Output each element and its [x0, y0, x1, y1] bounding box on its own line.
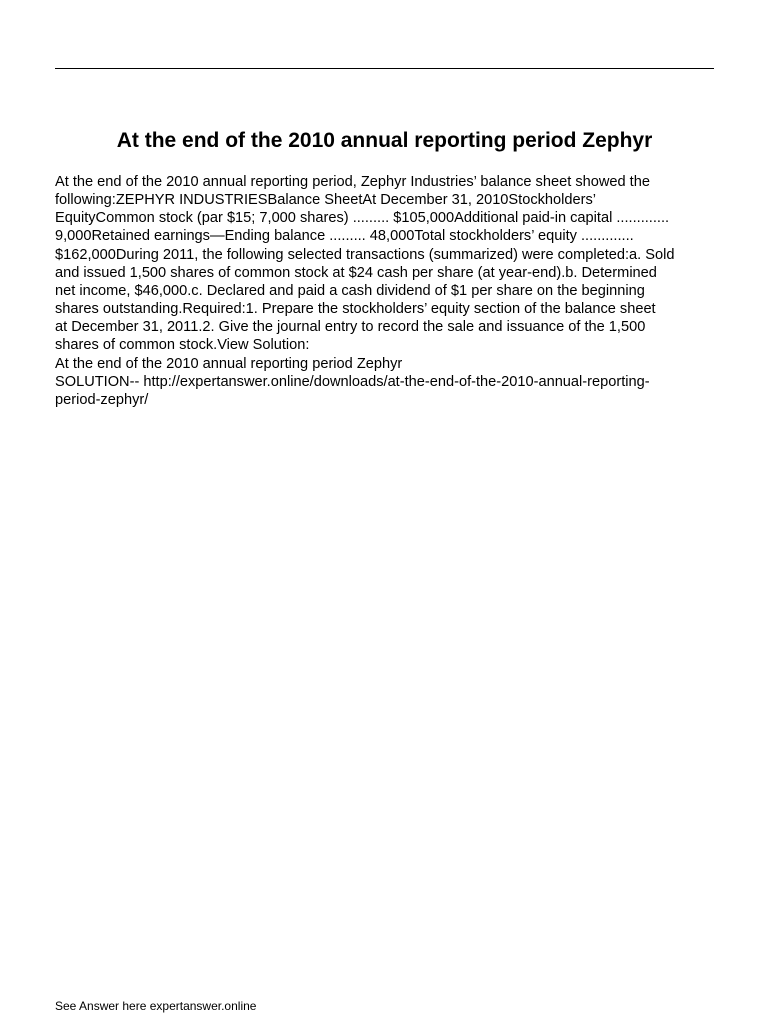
footer-text: See Answer here expertanswer.online	[55, 999, 257, 1013]
solution-title-line: At the end of the 2010 annual reporting period Zephyr	[55, 355, 403, 372]
solution-link-line[interactable]: SOLUTION-- http://expertanswer.online/downloads/at-the-end-of-the-2010-annual-reporting-	[55, 373, 650, 390]
body-line: $162,000During 2011, the following selected transactions (summarized) were completed:a. Sold	[55, 246, 675, 263]
body-line: At the end of the 2010 annual reporting period, Zephyr Industries’ balance sheet showed the	[55, 174, 650, 190]
solution-link-line[interactable]: period-zephyr/	[55, 391, 149, 408]
body-line: EquityCommon stock (par $15; 7,000 shares) ......... $105,000Additional paid-in capital .............	[55, 210, 670, 227]
body-line: and issued 1,500 shares of common stock at $24 cash per share (at year-end).b. Determined	[55, 264, 657, 281]
body-line: 9,000Retained earnings—Ending balance ......... 48,000Total stockholders’ equity .............	[55, 228, 634, 245]
body-line: shares outstanding.Required:1. Prepare the stockholders’ equity section of the balance sheet	[55, 301, 656, 318]
body-line: net income, $46,000.c. Declared and paid a cash dividend of $1 per share on the beginning	[55, 282, 645, 299]
body-line: at December 31, 2011.2. Give the journal entry to record the sale and issuance of the 1,500	[55, 319, 646, 336]
body-text	[55, 173, 719, 409]
body-line: shares of common stock.View Solution:	[55, 337, 310, 354]
page-title: At the end of the 2010 annual reporting period Zephyr	[116, 129, 653, 152]
body-line: following:ZEPHYR INDUSTRIESBalance SheetAt December 31, 2010Stockholders’	[55, 192, 597, 209]
top-divider	[55, 68, 714, 69]
